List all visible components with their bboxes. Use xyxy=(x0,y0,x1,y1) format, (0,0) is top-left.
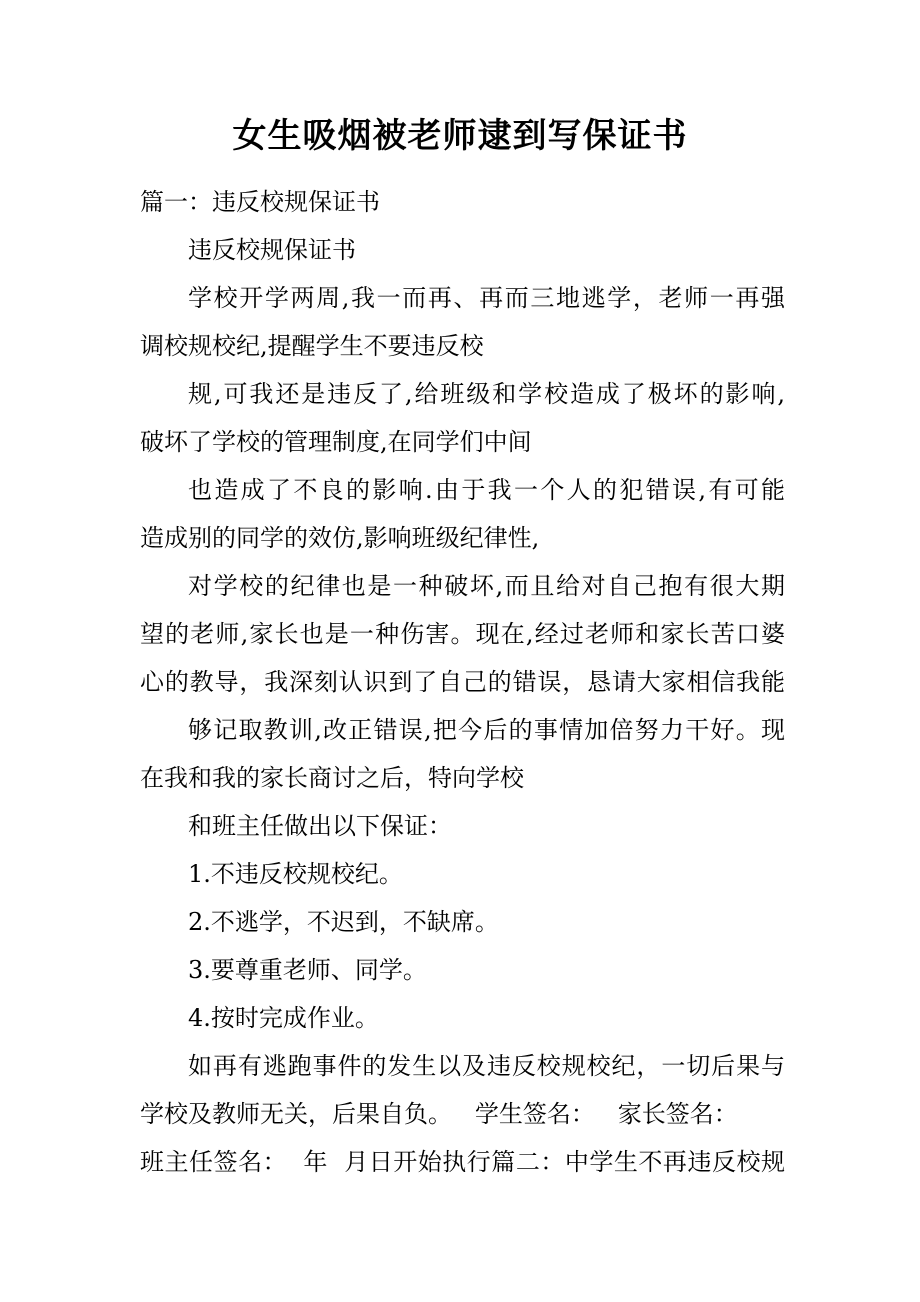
paragraph-line: 破坏了学校的管理制度,在同学们中间 xyxy=(140,428,532,456)
paragraph-line: 心的教导，我深刻认识到了自己的错误，恳请大家相信我能 xyxy=(140,668,785,696)
paragraph-line: 在我和我的家长商讨之后，特向学校 xyxy=(140,764,524,792)
document-title: 女生吸烟被老师逮到写保证书 xyxy=(232,116,688,156)
list-item: 2.不逃学，不迟到，不缺席。 xyxy=(188,908,499,936)
paragraph-line: 望的老师,家长也是一种伤害。现在,经过老师和家长苦口婆 xyxy=(140,620,785,648)
paragraph-line: 如再有逃跑事件的发生以及违反校规校纪，一切后果与 xyxy=(188,1052,785,1080)
signature-line: 学校及教师无关，后果自负。 学生签名： 家长签名： xyxy=(140,1100,738,1128)
paragraph-line: 造成别的同学的效仿,影响班级纪律性, xyxy=(140,524,540,552)
section-heading: 篇一：违反校规保证书 xyxy=(140,188,380,216)
paragraph-line: 和班主任做出以下保证： xyxy=(188,812,452,840)
signature-line: 班主任签名： 年 月日开始执行篇二：中学生不再违反校规 xyxy=(140,1148,785,1176)
paragraph-line: 也造成了不良的影响.由于我一个人的犯错误,有可能 xyxy=(188,476,785,504)
paragraph-line: 规,可我还是违反了,给班级和学校造成了极坏的影响, xyxy=(188,380,785,408)
paragraph-line: 违反校规保证书 xyxy=(188,236,356,264)
paragraph-line: 学校开学两周,我一而再、再而三地逃学，老师一再强 xyxy=(188,284,785,312)
list-item: 3.要尊重老师、同学。 xyxy=(188,956,427,984)
paragraph-line: 调校规校纪,提醒学生不要违反校 xyxy=(140,332,484,360)
list-item: 1.不违反校规校纪。 xyxy=(188,860,403,888)
paragraph-line: 对学校的纪律也是一种破坏,而且给对自己抱有很大期 xyxy=(188,572,785,600)
paragraph-line: 够记取教训,改正错误,把今后的事情加倍努力干好。现 xyxy=(188,716,785,744)
document-body xyxy=(140,178,785,1186)
list-item: 4.按时完成作业。 xyxy=(188,1004,379,1032)
